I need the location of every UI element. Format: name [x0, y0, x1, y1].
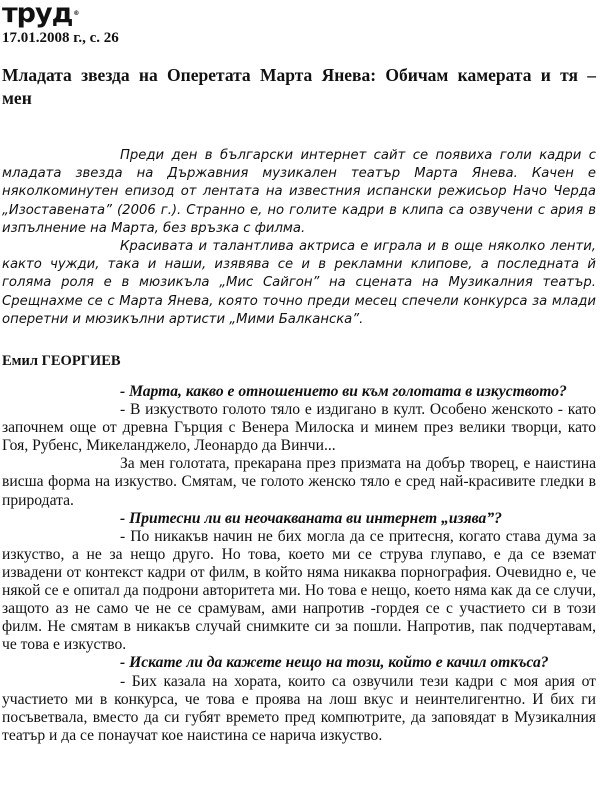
interview-answer: - По никакъв начин не бих могла да се притесня, когато става дума за изкуство, а не за нещо друго. Но това, което ми се струва глупаво, е да се вземат извадени от контекст кадри от филм, в който няма никаква порнография. Очевидно е, че някой се е опитал да подрони авторитета ми. Но това е нещо, което няма как да се случи, защото аз не само че не се срамувам, ами напротив -гордея се с участието си в този филм. Не смятам в никакъв случай снимките си за пошли. Напротив, пак подчертавам, че това е изкуство.	[2, 527, 596, 654]
registered-mark-icon: ®	[73, 10, 79, 17]
interview-answer: - В изкуството голото тяло е издигано в култ. Особено женското - като започнем още от древна Гърция с Венера Милоска и минем през велики творци, като Гоя, Рубенс, Микеланджело, Леонардо да Винчи...	[2, 401, 596, 455]
interview-answer: - Бих казала на хората, които са озвучили тези кадри с моя ария от участието ми в конкурса, че това е проява на лош вкус и неинтелигентно. И бих ги посъветвала, вместо да си губят времето пред компютрите, да заповядат в Музикалния театър и да се понаучат кое наистина се нарича изкуство.	[2, 672, 596, 744]
publication-logo	[2, 0, 78, 28]
lead-paragraph: Красивата и талантлива актриса е играла и в още няколко ленти, както чужди, така и наши, изявява се и в рекламни клипове, а последната й голяма роля е в мюзикъла „Мис Сайгон” на сцената на Музикалния театър. Срещнахме се с Марта Янева, която точно преди месец спечели конкурса за млади оперетни и мюзикълни артисти „Мими Балканска”.	[2, 239, 596, 327]
article-headline: Младата звезда на Оперетата Марта Янева: Обичам камерата и тя – мен	[2, 65, 596, 108]
logo-text: труд	[2, 0, 73, 29]
article-body	[2, 383, 596, 745]
article-author: Емил ГЕОРГИЕВ	[2, 353, 121, 369]
interview-answer: За мен голотата, прекарана през призмата на добър творец, е наистина висша форма на изкуство. Смятам, че голото женско тяло е сред най-красивите гледки в природата.	[2, 455, 596, 509]
interview-question: - Притесни ли ви неочакваната ви интернет „изява”?	[120, 509, 502, 527]
interview-question: - Марта, какво е отношението ви към голотата в изкуството?	[120, 383, 567, 400]
article-lead	[2, 147, 596, 329]
interview-question: - Искате ли да кажете нещо на този, който е качил откъса?	[120, 654, 549, 672]
lead-paragraph: Преди ден в български интернет сайт се появиха голи кадри с младата звезда на Държавния музикален театър Марта Янева. Качен е няколкоминутен епизод от лентата на известния испански режисьор Начо Черда „Изоставената” (2006 г.). Странно е, но голите кадри в клипа са озвучени с ария в изпълнение на Марта, без връзка с филма.	[2, 148, 596, 236]
dateline: 17.01.2008 г., с. 26	[2, 30, 119, 46]
